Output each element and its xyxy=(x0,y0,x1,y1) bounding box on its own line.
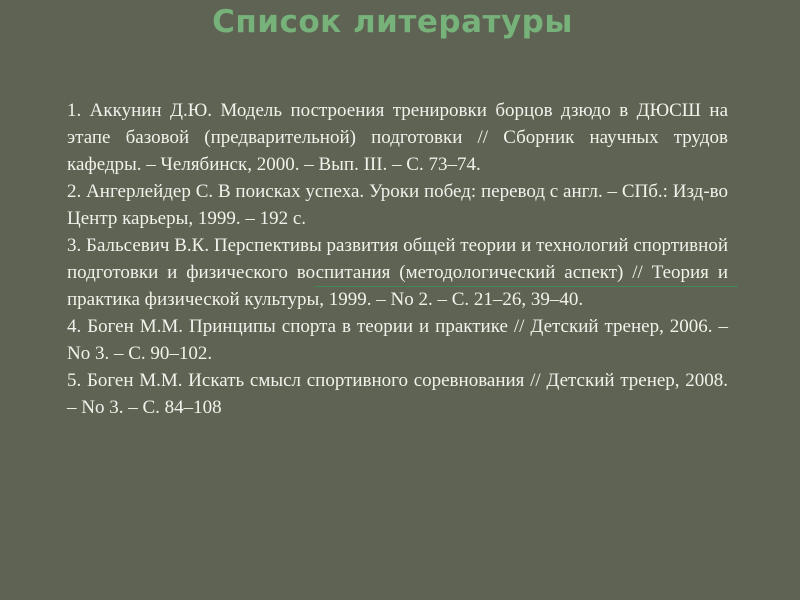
reference-item-4: 4. Боген М.М. Принципы спорта в теории и практике // Детский тренер, 2006. – No 3. – С. 90–102. xyxy=(67,316,728,364)
reference-item-5: 5. Боген М.М. Искать смысл спортивного соревнования // Детский тренер, 2008. – No 3. – С. 84–108 xyxy=(67,370,728,418)
reference-list xyxy=(67,97,728,421)
reference-item-3: 3. Бальсевич В.К. Перспективы развития общей теории и технологий спортивной подготовки и физического воспитания (методологический аспект) // Теория и практика физической культуры, 1999. – No 2. – С. 21–26, 39–40. xyxy=(67,235,728,310)
reference-item-1: 1. Аккунин Д.Ю. Модель построения тренировки борцов дзюдо в ДЮСШ на этапе базовой (предварительной) подготовки // Сборник научных трудов кафедры. – Челябинск, 2000. – Вып. III. – С. 73–74. xyxy=(67,100,728,175)
slide-title: Список литературы xyxy=(212,4,573,40)
divider-line xyxy=(315,286,738,287)
reference-item-2: 2. Ангерлейдер С. В поисках успеха. Уроки побед: перевод с англ. – СПб.: Изд-во Центр карьеры, 1999. – 192 с. xyxy=(67,181,728,229)
